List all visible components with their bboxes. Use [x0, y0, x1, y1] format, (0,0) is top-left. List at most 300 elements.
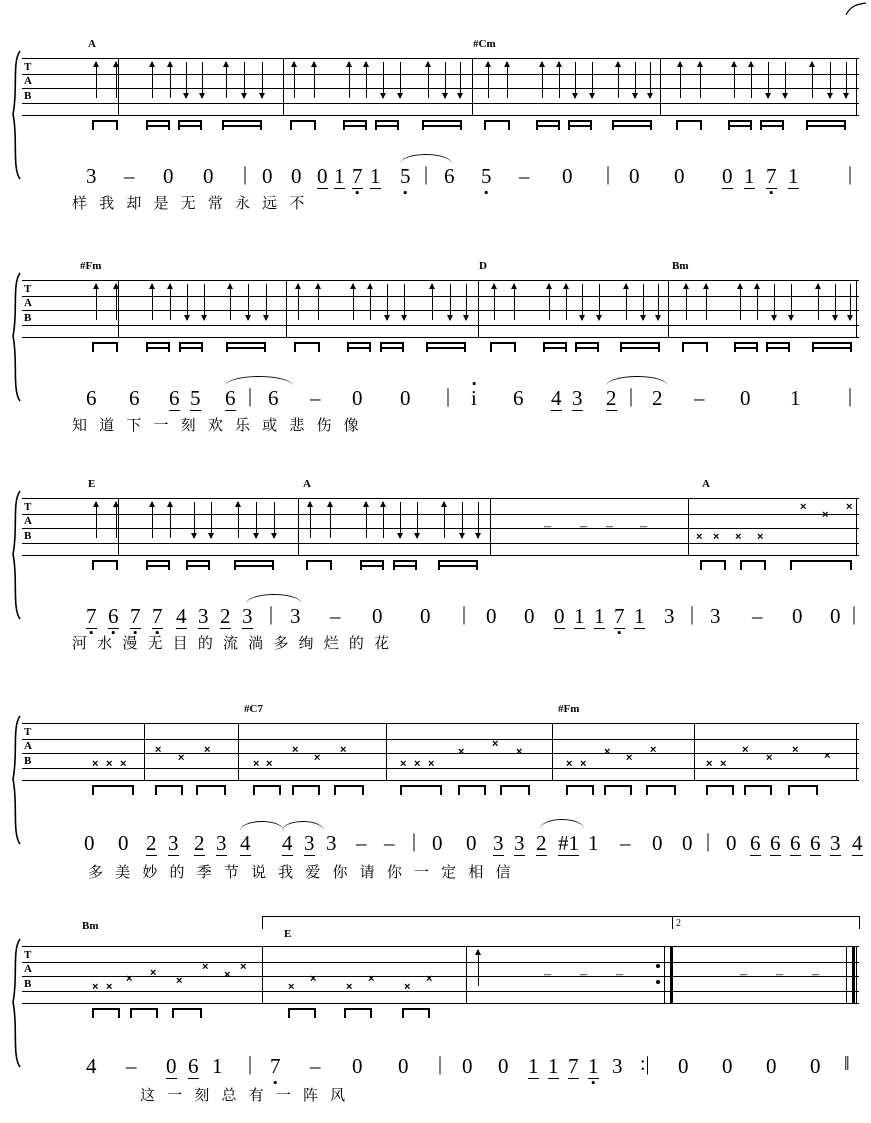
- note-number: 3: [493, 831, 504, 855]
- note-number: 1: [548, 1054, 559, 1078]
- mute-x-note: ×: [757, 531, 764, 543]
- strum-up-arrow: [562, 284, 571, 320]
- strum-down-arrow: [639, 284, 648, 320]
- strum-up-arrow: [753, 284, 762, 320]
- mute-x-note: ×: [150, 967, 157, 979]
- rhythm-beam: [812, 342, 852, 352]
- note-number: 6: [169, 386, 180, 410]
- note-number: 0: [726, 831, 737, 855]
- rhythm-beam: [728, 120, 752, 130]
- tie-slur: [282, 821, 324, 831]
- note-number: 7: [568, 1054, 579, 1078]
- rhythm-beam: [347, 342, 371, 352]
- strum-up-arrow: [345, 62, 354, 98]
- rhythm-beam: [344, 1008, 372, 1018]
- notation-barline: |: [424, 163, 429, 185]
- strum-down-arrow: [413, 502, 422, 538]
- barline: [386, 723, 387, 781]
- barline: [688, 498, 689, 556]
- chord-symbol: Bm: [82, 920, 99, 932]
- hold-dash: –: [544, 519, 551, 534]
- strum-up-arrow: [538, 62, 547, 98]
- strum-up-arrow: [747, 62, 756, 98]
- strum-down-arrow: [770, 284, 779, 320]
- strum-up-arrow: [682, 284, 691, 320]
- note-number: 0: [562, 164, 573, 188]
- mute-x-note: ×: [126, 973, 133, 985]
- barline: [660, 58, 661, 116]
- notation-barline: |: [243, 163, 248, 185]
- mute-x-note: ×: [822, 509, 829, 521]
- strum-down-arrow: [262, 284, 271, 320]
- strum-up-arrow: [428, 284, 437, 320]
- strum-down-arrow: [578, 284, 587, 320]
- note-number: 0: [84, 831, 95, 855]
- rhythm-beam: [234, 560, 274, 570]
- mute-x-note: ×: [650, 744, 657, 756]
- note-number: –: [310, 386, 321, 410]
- note-number: 0: [291, 164, 302, 188]
- strum-down-arrow: [764, 62, 773, 98]
- strum-up-arrow: [148, 284, 157, 320]
- note-number: 6: [750, 831, 761, 855]
- note-number: 7: [130, 606, 141, 627]
- system-brace: [8, 272, 22, 402]
- note-number: 0: [203, 164, 214, 188]
- notation-barline: |: [852, 603, 857, 625]
- final-thick-barline: [852, 946, 855, 1004]
- system-brace: [8, 490, 22, 620]
- tie-slur: [225, 376, 293, 386]
- note-number: 2: [606, 386, 617, 410]
- notation-barline: |: [848, 385, 853, 407]
- note-number: 6: [188, 1054, 199, 1078]
- rhythm-beam: [744, 785, 772, 795]
- rhythm-beam: [288, 1008, 316, 1018]
- mute-x-note: ×: [120, 758, 127, 770]
- strum-down-arrow: [846, 284, 855, 320]
- rhythm-beam: [253, 785, 281, 795]
- rhythm-beam: [490, 342, 516, 352]
- tab-staff: [22, 723, 859, 781]
- strum-up-arrow: [736, 284, 745, 320]
- note-number: 0: [524, 604, 535, 628]
- note-number: 6: [790, 831, 801, 855]
- mute-x-note: ×: [800, 501, 807, 513]
- note-number: 6: [86, 386, 97, 410]
- note-number: 2: [652, 386, 663, 410]
- strum-up-arrow: [490, 284, 499, 320]
- strum-down-arrow: [198, 62, 207, 98]
- strum-up-arrow: [474, 950, 483, 986]
- chord-symbol: Bm: [672, 260, 689, 272]
- notation-barline: |: [690, 603, 695, 625]
- strum-down-arrow: [826, 62, 835, 98]
- note-number: 2: [536, 831, 547, 855]
- mute-x-note: ×: [400, 758, 407, 770]
- rhythm-beam: [740, 560, 766, 570]
- note-number: 0: [486, 604, 497, 628]
- strum-up-arrow: [310, 62, 319, 98]
- barline: [856, 280, 857, 338]
- rhythm-beam: [146, 342, 170, 352]
- barline: [856, 58, 857, 116]
- strum-up-arrow: [92, 62, 101, 98]
- strum-down-arrow: [396, 62, 405, 98]
- barline: [283, 58, 284, 116]
- tie-slur: [246, 594, 302, 604]
- barline: [262, 946, 263, 1004]
- strum-down-arrow: [190, 502, 199, 538]
- note-number: 3: [304, 831, 315, 855]
- note-number: 6: [810, 831, 821, 855]
- mute-x-note: ×: [846, 501, 853, 513]
- note-number: 3: [326, 831, 337, 855]
- note-number: 0: [830, 604, 841, 628]
- mute-x-note: ×: [706, 758, 713, 770]
- strum-up-arrow: [379, 502, 388, 538]
- note-number: –: [384, 831, 395, 855]
- strum-down-arrow: [588, 62, 597, 98]
- note-number: 1: [574, 604, 585, 628]
- note-number: 3: [86, 164, 97, 188]
- rhythm-beam: [343, 120, 367, 130]
- note-number: 4: [176, 604, 187, 628]
- rhythm-beam: [458, 785, 486, 795]
- mute-x-note: ×: [696, 531, 703, 543]
- system-5: [0, 918, 871, 1113]
- mute-x-note: ×: [346, 981, 353, 993]
- mute-x-note: ×: [176, 975, 183, 987]
- tab-clef-label: T A B: [24, 726, 32, 767]
- note-number: 1: [212, 1054, 223, 1078]
- mute-x-note: ×: [404, 981, 411, 993]
- system-brace: [8, 938, 22, 1068]
- strum-up-arrow: [362, 62, 371, 98]
- barline: [144, 723, 145, 781]
- chord-symbol: E: [88, 478, 96, 490]
- note-number: 1: [594, 604, 605, 628]
- note-number: 5: [400, 166, 411, 187]
- strum-up-arrow: [166, 62, 175, 98]
- notation-barline: |: [848, 163, 853, 185]
- note-number: –: [694, 386, 705, 410]
- note-number: 6: [225, 386, 236, 410]
- strum-up-arrow: [148, 502, 157, 538]
- lyric-line: 知 道 下 一 刻 欢 乐 或 悲 伤 像: [72, 417, 363, 434]
- repeat-thick-barline: [670, 946, 673, 1004]
- notation-barline: |: [706, 830, 711, 852]
- notation-barline: |: [248, 1053, 253, 1075]
- strum-up-arrow: [314, 284, 323, 320]
- note-number: 0: [629, 164, 640, 188]
- rhythm-beam: [766, 342, 790, 352]
- note-number: 0: [118, 831, 129, 855]
- notation-barline: |: [606, 163, 611, 185]
- strum-down-arrow: [270, 502, 279, 538]
- strum-down-arrow: [182, 62, 191, 98]
- barline: [856, 946, 857, 1004]
- mute-x-note: ×: [266, 758, 273, 770]
- note-number: 0: [810, 1054, 821, 1078]
- barline: [472, 58, 473, 116]
- strum-up-arrow: [112, 284, 121, 320]
- note-number: 0: [262, 164, 273, 188]
- rhythm-beam: [536, 120, 560, 130]
- lyric-line: 多 美 妙 的 季 节 说 我 爱 你 请 你 一 定 相 信: [88, 864, 515, 881]
- strum-down-arrow: [383, 284, 392, 320]
- mute-x-note: ×: [106, 758, 113, 770]
- tab-staff: [22, 946, 859, 1004]
- rhythm-beam: [196, 785, 226, 795]
- note-number: 3: [710, 604, 721, 628]
- hold-dash: –: [606, 519, 613, 534]
- note-number: 7: [614, 606, 625, 627]
- note-number: 0: [432, 831, 443, 855]
- strum-up-arrow: [424, 62, 433, 98]
- strum-up-arrow: [730, 62, 739, 98]
- note-number: 3: [242, 604, 253, 628]
- strum-up-arrow: [555, 62, 564, 98]
- barline: [298, 498, 299, 556]
- strum-down-arrow: [400, 284, 409, 320]
- note-number: 0: [766, 1054, 777, 1078]
- mute-x-note: ×: [792, 744, 799, 756]
- strum-down-arrow: [379, 62, 388, 98]
- tie-slur: [240, 821, 284, 831]
- notation-repeat-sign: :|: [640, 1053, 650, 1075]
- strum-down-arrow: [458, 502, 467, 538]
- note-number: 0: [674, 164, 685, 188]
- strum-up-arrow: [349, 284, 358, 320]
- hold-dash: –: [640, 519, 647, 534]
- hold-dash: –: [776, 967, 783, 982]
- barline: [286, 280, 287, 338]
- note-number: 6: [108, 606, 119, 627]
- note-number: 3: [572, 386, 583, 410]
- mute-x-note: ×: [106, 981, 113, 993]
- note-number: #1: [558, 831, 579, 855]
- rhythm-beam: [178, 120, 202, 130]
- note-number: 5: [190, 386, 201, 410]
- strum-up-arrow: [676, 62, 685, 98]
- strum-down-arrow: [258, 62, 267, 98]
- strum-up-arrow: [222, 62, 231, 98]
- strum-down-arrow: [441, 62, 450, 98]
- note-number: 0: [352, 1054, 363, 1078]
- strum-up-arrow: [226, 284, 235, 320]
- strum-down-arrow: [456, 62, 465, 98]
- tab-clef-label: T A B: [24, 949, 32, 990]
- system-brace: [8, 50, 22, 180]
- rhythm-beam: [402, 1008, 430, 1018]
- chord-symbol: #Fm: [558, 703, 580, 715]
- note-number: 2: [220, 604, 231, 628]
- mute-x-note: ×: [713, 531, 720, 543]
- rhythm-beam: [380, 342, 404, 352]
- rhythm-beam: [484, 120, 510, 130]
- note-number: 6: [129, 386, 140, 410]
- mute-x-note: ×: [742, 744, 749, 756]
- mute-x-note: ×: [224, 969, 231, 981]
- note-number: 7: [270, 1056, 281, 1077]
- strum-down-arrow: [571, 62, 580, 98]
- note-number: 7: [86, 606, 97, 627]
- note-number: 0: [400, 386, 411, 410]
- mute-x-note: ×: [340, 744, 347, 756]
- note-number: 0: [682, 831, 693, 855]
- rhythm-beam: [806, 120, 846, 130]
- strum-down-arrow: [462, 284, 471, 320]
- strum-up-arrow: [234, 502, 243, 538]
- note-number: 2: [194, 831, 205, 855]
- rhythm-beam: [676, 120, 702, 130]
- chord-symbol: A: [88, 38, 96, 50]
- strum-up-arrow: [92, 284, 101, 320]
- rhythm-beam: [292, 785, 320, 795]
- notation-barline: |: [438, 1053, 443, 1075]
- repeat-thin-barline: [664, 946, 665, 1004]
- rhythm-beam: [294, 342, 320, 352]
- strum-up-arrow: [326, 502, 335, 538]
- note-number: 3: [664, 604, 675, 628]
- page-corner-mark: [845, 2, 867, 16]
- note-number: 0: [163, 164, 174, 188]
- tie-slur: [606, 376, 668, 386]
- system-3: [0, 478, 871, 660]
- mute-x-note: ×: [288, 981, 295, 993]
- note-number: 6: [770, 831, 781, 855]
- note-number: 1: [634, 604, 645, 628]
- hold-dash: –: [740, 967, 747, 982]
- mute-x-note: ×: [202, 961, 209, 973]
- final-thin-barline: [846, 946, 847, 1004]
- mute-x-note: ×: [720, 758, 727, 770]
- strum-down-arrow: [183, 284, 192, 320]
- strum-up-arrow: [166, 284, 175, 320]
- strum-down-arrow: [200, 284, 209, 320]
- barline: [552, 723, 553, 781]
- rhythm-beam: [568, 120, 592, 130]
- note-number: 0: [466, 831, 477, 855]
- strum-down-arrow: [595, 284, 604, 320]
- note-number: –: [126, 1054, 137, 1078]
- note-number: 0: [372, 604, 383, 628]
- strum-down-arrow: [787, 284, 796, 320]
- note-number: 1: [790, 386, 801, 410]
- mute-x-note: ×: [458, 746, 465, 758]
- note-number: 0: [722, 164, 733, 188]
- strum-down-arrow: [631, 62, 640, 98]
- note-number: 1: [370, 164, 381, 188]
- rhythm-beam: [620, 342, 660, 352]
- barline: [856, 723, 857, 781]
- rhythm-beam: [186, 560, 210, 570]
- strum-down-arrow: [781, 62, 790, 98]
- note-number: –: [356, 831, 367, 855]
- barline: [238, 723, 239, 781]
- chord-symbol: E: [284, 928, 292, 940]
- note-number: 3: [216, 831, 227, 855]
- note-number: 0: [498, 1054, 509, 1078]
- note-number: 1: [334, 164, 345, 188]
- rhythm-beam: [393, 560, 417, 570]
- strum-up-arrow: [503, 62, 512, 98]
- note-number: 1: [528, 1054, 539, 1078]
- strum-up-arrow: [112, 62, 121, 98]
- note-number: 0: [398, 1054, 409, 1078]
- barline: [466, 946, 467, 1004]
- note-number: 0: [352, 386, 363, 410]
- notation-barline: |: [412, 830, 417, 852]
- hold-dash: –: [812, 967, 819, 982]
- rhythm-beam: [566, 785, 594, 795]
- notation-final-barline: ‖: [844, 1053, 850, 1075]
- rhythm-beam: [422, 120, 462, 130]
- note-number: 2: [146, 831, 157, 855]
- rhythm-beam: [146, 120, 170, 130]
- mute-x-note: ×: [428, 758, 435, 770]
- rhythm-beam: [92, 560, 118, 570]
- system-4: [0, 703, 871, 890]
- tie-slur: [540, 819, 584, 829]
- rhythm-beam: [790, 560, 852, 570]
- rhythm-beam: [334, 785, 364, 795]
- note-number: 0: [554, 604, 565, 628]
- strum-up-arrow: [622, 284, 631, 320]
- rhythm-beam: [426, 342, 466, 352]
- note-number: 1: [744, 164, 755, 188]
- mute-x-note: ×: [155, 744, 162, 756]
- repeat-volta-bracket-2: [672, 916, 860, 929]
- strum-down-arrow: [474, 502, 483, 538]
- strum-down-arrow: [842, 62, 851, 98]
- rhythm-beam: [92, 785, 134, 795]
- rhythm-beam: [360, 560, 384, 570]
- tab-clef-label: T A B: [24, 501, 32, 542]
- mute-x-note: ×: [766, 752, 773, 764]
- rhythm-beam: [500, 785, 530, 795]
- repeat-dots: [656, 946, 660, 1004]
- rhythm-beam: [734, 342, 758, 352]
- note-number: 0: [792, 604, 803, 628]
- mute-x-note: ×: [414, 758, 421, 770]
- strum-down-arrow: [252, 502, 261, 538]
- notation-barline: |: [269, 603, 274, 625]
- note-number: 1: [788, 164, 799, 188]
- note-number: –: [310, 1054, 321, 1078]
- note-number: 4: [240, 831, 251, 855]
- note-number: 4: [551, 386, 562, 410]
- rhythm-beam: [290, 120, 316, 130]
- strum-up-arrow: [545, 284, 554, 320]
- note-number: 4: [852, 831, 863, 855]
- rhythm-beam: [700, 560, 726, 570]
- note-number: –: [519, 164, 530, 188]
- strum-up-arrow: [808, 62, 817, 98]
- rhythm-beam: [130, 1008, 158, 1018]
- strum-up-arrow: [510, 284, 519, 320]
- rhythm-beam: [788, 785, 818, 795]
- rhythm-beam: [706, 785, 734, 795]
- tab-clef-label: T A B: [24, 61, 32, 102]
- mute-x-note: ×: [368, 973, 375, 985]
- barline: [490, 498, 491, 556]
- rhythm-beam: [543, 342, 567, 352]
- strum-up-arrow: [702, 284, 711, 320]
- barline: [668, 280, 669, 338]
- chord-symbol: A: [702, 478, 710, 490]
